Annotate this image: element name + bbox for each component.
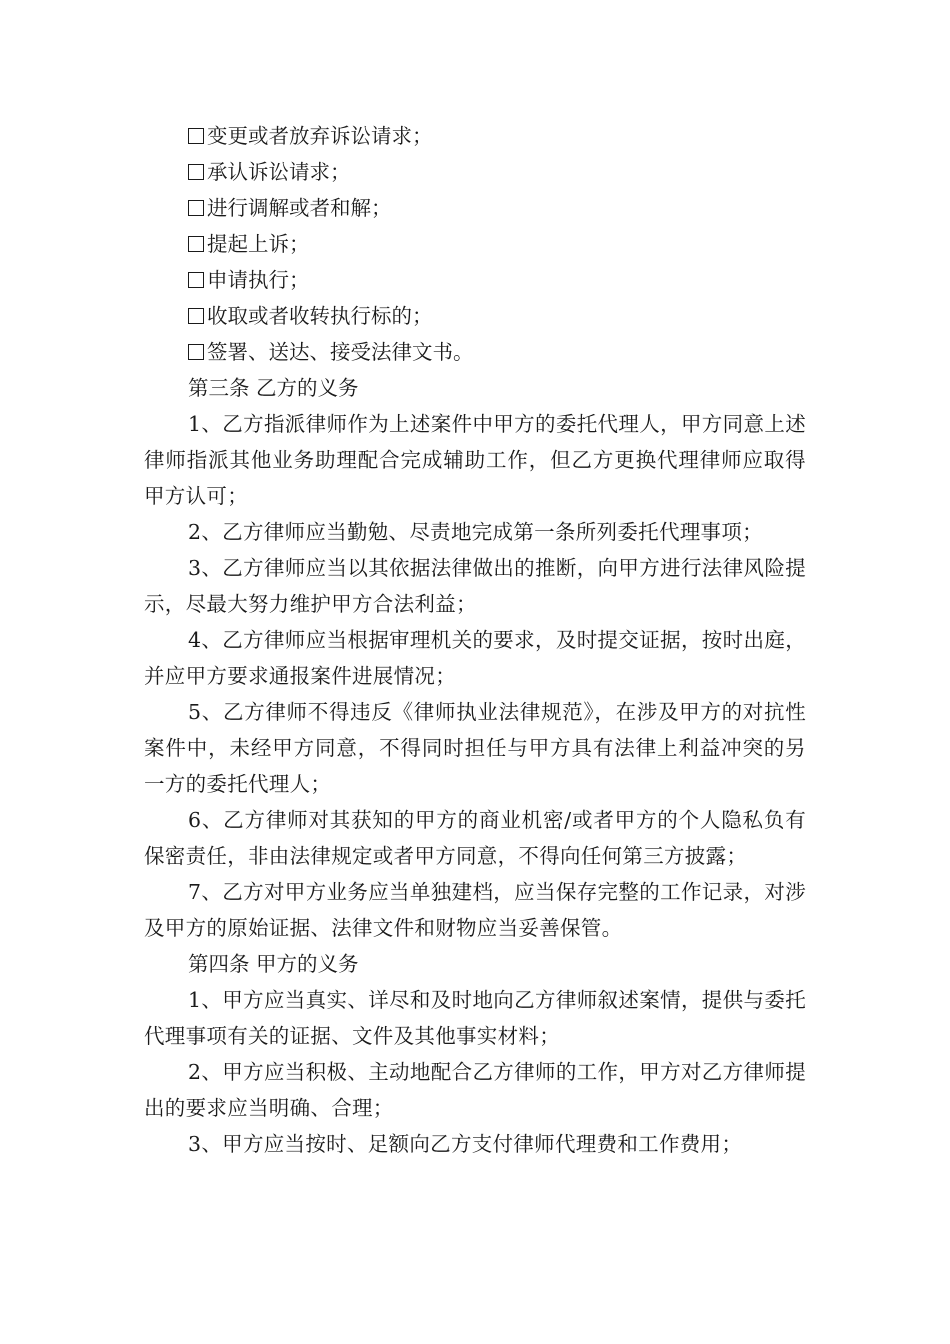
article-3-item-4: 4、乙方律师应当根据审理机关的要求，及时提交证据，按时出庭，并应甲方要求通报案件进展情况；	[144, 628, 806, 688]
checkbox-option	[144, 298, 806, 334]
checkbox-option-label: 变更或者放弃诉讼请求；	[207, 124, 433, 148]
article-3-item-2: 2、乙方律师应当勤勉、尽责地完成第一条所列委托代理事项；	[188, 520, 763, 544]
checkbox-option-label: 签署、送达、接受法律文书。	[207, 340, 474, 364]
checkbox-icon	[188, 164, 204, 180]
checkbox-icon	[188, 272, 204, 288]
article-4-item-2: 2、甲方应当积极、主动地配合乙方律师的工作，甲方对乙方律师提出的要求应当明确、合理；	[144, 1060, 806, 1120]
checkbox-option	[144, 226, 806, 262]
article-3-item-5: 5、乙方律师不得违反《律师执业法律规范》，在涉及甲方的对抗性案件中，未经甲方同意，不得同时担任与甲方具有法律上利益冲突的另一方的委托代理人；	[144, 700, 806, 796]
checkbox-option	[144, 262, 806, 298]
checkbox-option-label: 申请执行；	[207, 268, 310, 292]
document-page	[144, 118, 806, 1162]
checkbox-option	[144, 154, 806, 190]
checkbox-option-label: 提起上诉；	[207, 232, 310, 256]
checkbox-icon	[188, 128, 204, 144]
checkbox-option	[144, 190, 806, 226]
article-3-item-3: 3、乙方律师应当以其依据法律做出的推断，向甲方进行法律风险提示，尽最大努力维护甲方合法利益；	[144, 556, 806, 616]
article-4-item-1: 1、甲方应当真实、详尽和及时地向乙方律师叙述案情，提供与委托代理事项有关的证据、文件及其他事实材料；	[144, 988, 806, 1048]
checkbox-option	[144, 118, 806, 154]
article-4-heading: 第四条 甲方的义务	[188, 952, 359, 976]
checkbox-icon	[188, 200, 204, 216]
article-3-item-7: 7、乙方对甲方业务应当单独建档，应当保存完整的工作记录，对涉及甲方的原始证据、法律文件和财物应当妥善保管。	[144, 880, 806, 940]
checkbox-option-label: 进行调解或者和解；	[207, 196, 392, 220]
checkbox-icon	[188, 236, 204, 252]
checkbox-icon	[188, 344, 204, 360]
checkbox-option-label: 收取或者收转执行标的；	[207, 304, 433, 328]
article-3-heading: 第三条 乙方的义务	[188, 376, 359, 400]
article-4-item-3: 3、甲方应当按时、足额向乙方支付律师代理费和工作费用；	[188, 1132, 743, 1156]
article-3-item-6: 6、乙方律师对其获知的甲方的商业机密/或者甲方的个人隐私负有保密责任，非由法律规定或者甲方同意，不得向任何第三方披露；	[144, 808, 806, 868]
article-3-item-1: 1、乙方指派律师作为上述案件中甲方的委托代理人，甲方同意上述律师指派其他业务助理配合完成辅助工作，但乙方更换代理律师应取得甲方认可；	[144, 412, 806, 508]
checkbox-option	[144, 334, 806, 370]
checkbox-icon	[188, 308, 204, 324]
checkbox-option-label: 承认诉讼请求；	[207, 160, 351, 184]
